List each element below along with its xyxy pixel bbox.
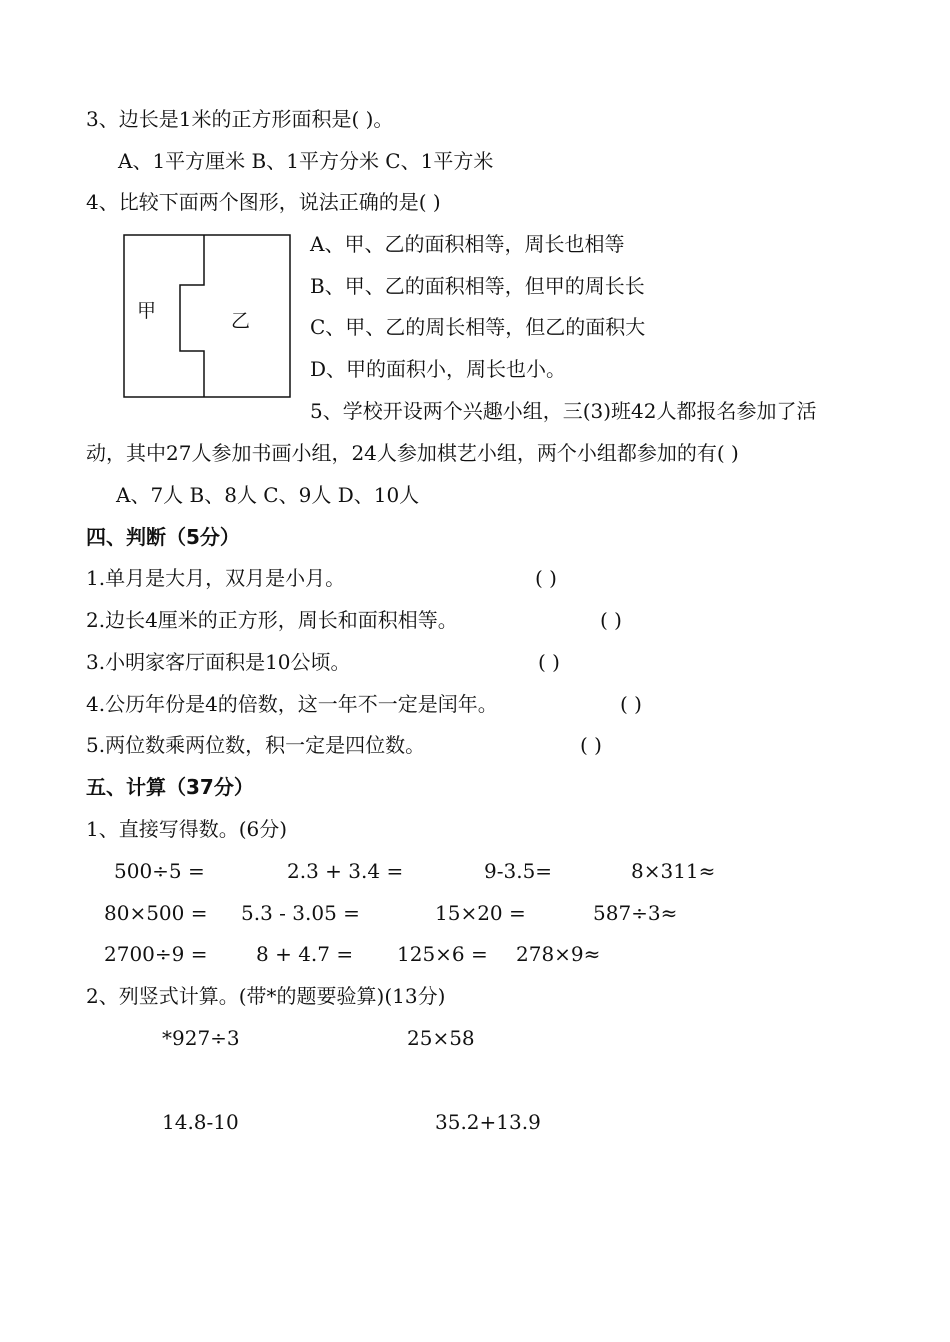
oral-calc-item: 587÷3≈	[593, 901, 678, 925]
q3-options: A、1平方厘米 B、1平方分米 C、1平方米	[118, 149, 494, 173]
oral-calc-item: 2700÷9 =	[104, 942, 208, 966]
judge-paren-1: ( )	[535, 566, 557, 590]
figure-label-jia: 甲	[137, 300, 157, 322]
vertical-calc-item: 14.8-10	[162, 1110, 239, 1134]
vertical-calc-item: 35.2+13.9	[435, 1110, 541, 1134]
section4-title: 四、判断（5分）	[86, 525, 240, 549]
judge-paren-4: ( )	[620, 692, 642, 716]
section5-title: 五、计算（37分）	[86, 775, 254, 799]
judge-item-2: 2.边长4厘米的正方形，周长和面积相等。	[86, 608, 458, 632]
q5-line1: 5、学校开设两个兴趣小组，三(3)班42人都报名参加了活	[310, 399, 817, 423]
oral-calc-item: 8×311≈	[631, 859, 716, 883]
oral-calc-item: 8 + 4.7 =	[256, 942, 354, 966]
q3-stem: 3、边长是1米的正方形面积是( )。	[86, 107, 394, 131]
q4-stem: 4、比较下面两个图形，说法正确的是( )	[86, 190, 441, 214]
oral-calc-item: 15×20 =	[435, 901, 526, 925]
section5-sub2: 2、列竖式计算。(带*的题要验算)(13分)	[86, 984, 446, 1008]
q4-option-d: D、甲的面积小，周长也小。	[310, 357, 567, 381]
q4-figure	[123, 234, 291, 398]
q5-options: A、7人 B、8人 C、9人 D、10人	[116, 483, 420, 507]
oral-calc-item: 125×6 =	[397, 942, 488, 966]
figure-divider-line	[180, 235, 204, 397]
judge-paren-5: ( )	[580, 733, 602, 757]
oral-calc-item: 9-3.5=	[484, 859, 553, 883]
judge-paren-3: ( )	[538, 650, 560, 674]
judge-paren-2: ( )	[600, 608, 622, 632]
vertical-calc-item: 25×58	[407, 1026, 475, 1050]
q4-option-b: B、甲、乙的面积相等，但甲的周长长	[310, 274, 645, 298]
oral-calc-item: 500÷5 =	[114, 859, 205, 883]
judge-item-5: 5.两位数乘两位数，积一定是四位数。	[86, 733, 426, 757]
figure-label-yi: 乙	[231, 310, 251, 332]
judge-item-3: 3.小明家客厅面积是10公顷。	[86, 650, 351, 674]
oral-calc-item: 278×9≈	[516, 942, 601, 966]
oral-calc-item: 5.3 - 3.05 =	[241, 901, 360, 925]
oral-calc-item: 80×500 =	[104, 901, 208, 925]
judge-item-4: 4.公历年份是4的倍数，这一年不一定是闰年。	[86, 692, 498, 716]
q5-line2: 动，其中27人参加书画小组，24人参加棋艺小组，两个小组都参加的有( )	[86, 441, 739, 465]
judge-item-1: 1.单月是大月，双月是小月。	[86, 566, 346, 590]
section5-sub1: 1、直接写得数。(6分)	[86, 817, 288, 841]
q4-option-a: A、甲、乙的面积相等，周长也相等	[310, 232, 625, 256]
q4-option-c: C、甲、乙的周长相等，但乙的面积大	[310, 315, 646, 339]
vertical-calc-item: *927÷3	[162, 1026, 240, 1050]
oral-calc-item: 2.3 + 3.4 =	[287, 859, 404, 883]
